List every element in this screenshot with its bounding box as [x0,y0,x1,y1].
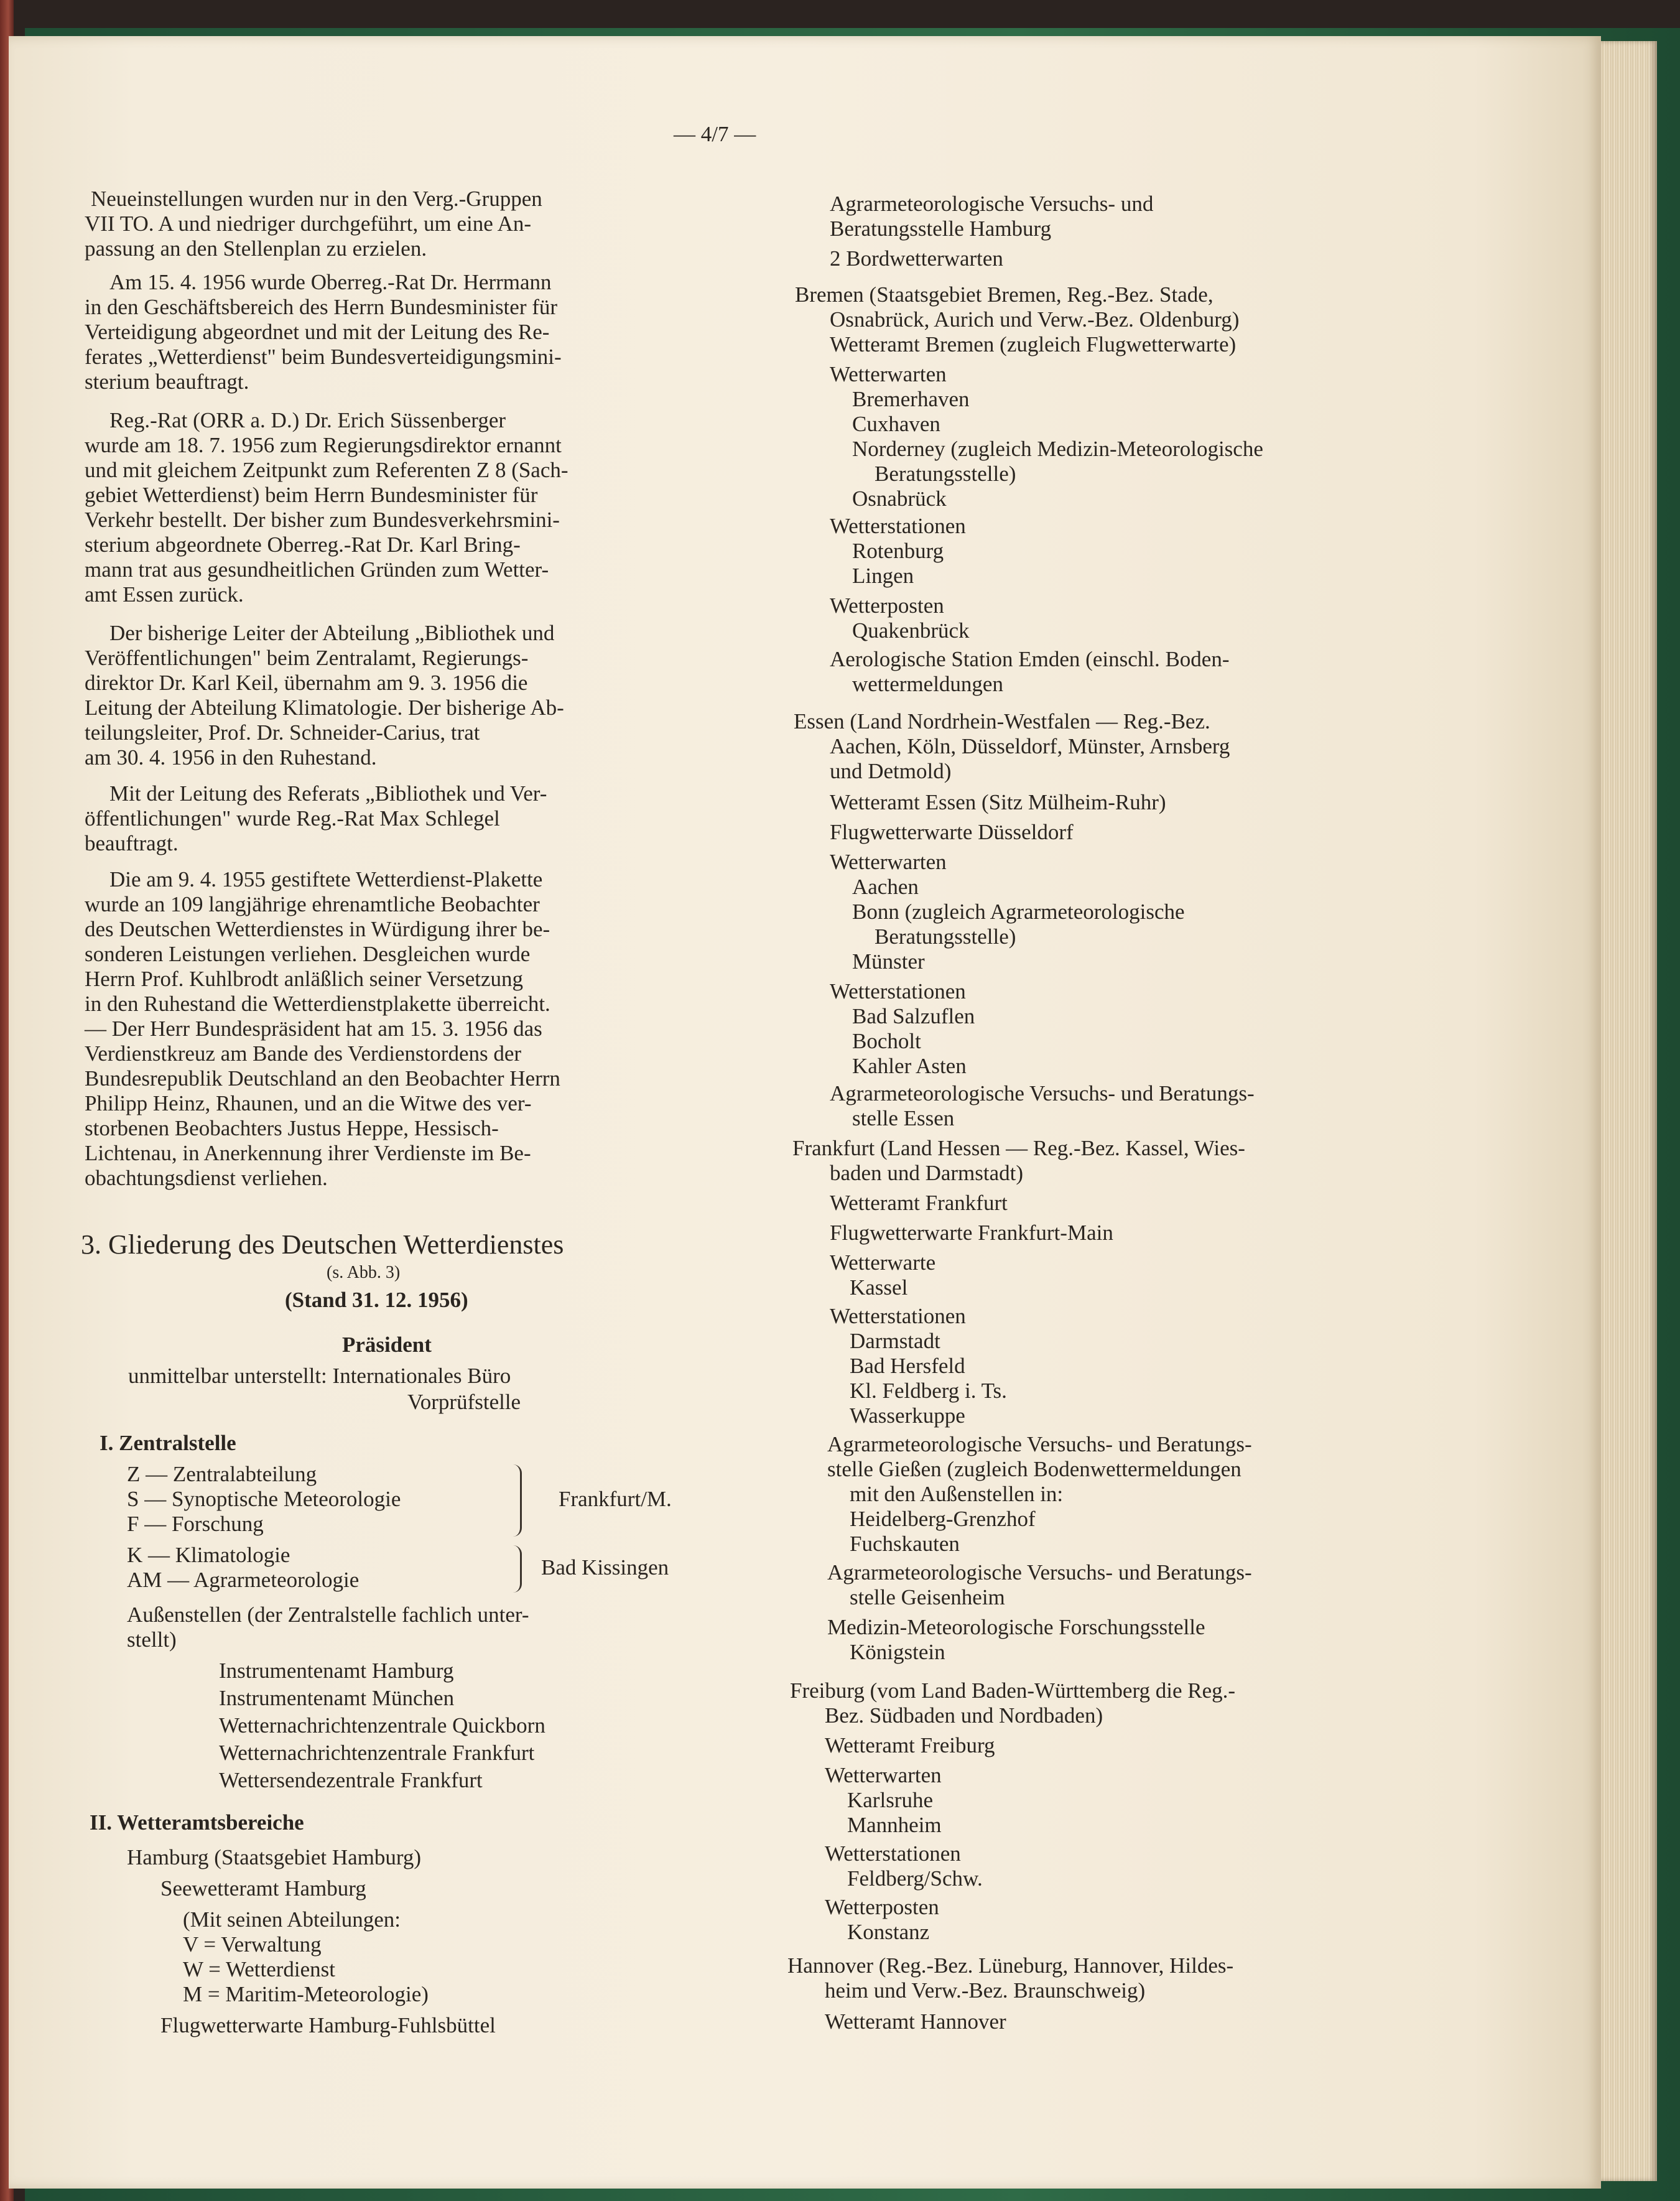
text-line: Aerologische Station Emden (einschl. Boden- [830,647,1230,671]
list-item: Instrumentenamt Hamburg [219,1659,454,1683]
text-line: Neueinstellungen wurden nur in den Verg.-Gruppen [91,187,542,211]
text-line: Flugwetterwarte Frankfurt-Main [830,1221,1113,1245]
text-line: Wetterwarten [830,362,947,386]
text-line: sonderen Leistungen verliehen. Desgleichen wurde [85,942,531,966]
text-line: Wetterwarte [830,1250,936,1275]
text-line: Wetteramt Hannover [825,2009,1006,2034]
text-line: Karlsruhe [847,1788,934,1812]
text-line: Lichtenau, in Anerkennung ihrer Verdienste im Be- [85,1141,531,1165]
text-line: 2 Bordwetterwarten [830,246,1003,271]
text-line: Wetteramt Bremen (zugleich Flugwetterwarte) [830,332,1237,356]
text-line: Wetterstationen [830,514,966,538]
text-line: Kassel [850,1275,908,1300]
text-line: Wetterstationen [825,1841,961,1866]
text-line: Der bisherige Leiter der Abteilung „Bibliothek und [109,621,555,645]
text-line: Norderney (zugleich Medizin-Meteorologische [852,437,1263,461]
text-line: Heidelberg-Grenzhof [850,1507,1036,1531]
list-item: (Mit seinen Abteilungen: [183,1907,401,1932]
text-line: Am 15. 4. 1956 wurde Oberreg.-Rat Dr. Herrmann [109,270,552,294]
text-line: stelle Essen [852,1106,955,1130]
list-item: Wetternachrichtenzentrale Frankfurt [219,1741,535,1765]
brace [510,1545,522,1593]
text-line: stellt) [127,1627,177,1652]
text-line: Verkehr bestellt. Der bisher zum Bundesverkehrsmini- [85,508,560,532]
location-label: Frankfurt/M. [559,1487,672,1511]
section-stand: (Stand 31. 12. 1956) [285,1288,468,1312]
text-line: Beratungsstelle Hamburg [830,216,1052,241]
text-line: Philipp Heinz, Rhaunen, und an die Witwe des ver- [85,1091,532,1115]
text-line: Bocholt [852,1029,921,1053]
text-line: Quakenbrück [852,618,970,643]
text-line: Agrarmeteorologische Versuchs- und Beratungs- [827,1560,1252,1584]
text-line: am 30. 4. 1956 in den Ruhestand. [85,745,377,770]
text-line: Wetterstationen [830,1304,966,1328]
text-line: Bad Salzuflen [852,1004,975,1028]
text-line: unmittelbar unterstellt: Internationales Büro [128,1364,511,1388]
text-line: ferates „Wetterdienst" beim Bundesverteidigungsmini- [85,345,562,369]
text-line: Wetterposten [830,593,944,618]
page-number: — 4/7 — [674,122,756,146]
text-line: Feldberg/Schw. [847,1866,983,1891]
text-line: des Deutschen Wetterdienstes in Würdigung ihrer be- [85,917,550,941]
text-line: baden und Darmstadt) [830,1161,1024,1185]
text-line: Wetterstationen [830,979,966,1003]
text-line: wurde am 18. 7. 1956 zum Regierungsdirektor ernannt [85,433,562,457]
text-line: und mit gleichem Zeitpunkt zum Referenten Z 8 (Sach- [85,458,569,482]
region-heading: Bremen (Staatsgebiet Bremen, Reg.-Bez. Stade, [795,282,1214,307]
text-line: — Der Herr Bundespräsident hat am 15. 3. 1956 das [85,1017,542,1041]
abteilung-line: S — Synoptische Meteorologie [127,1487,401,1511]
text-line: gebiet Wetterdienst) beim Herrn Bundesminister für [85,483,538,507]
text-line: öffentlichungen" wurde Reg.-Rat Max Schlegel [85,806,500,831]
text-line: Mannheim [847,1813,942,1837]
list-item: M = Maritim-Meteorologie) [183,1982,429,2006]
text-line: Konstanz [847,1920,930,1944]
text-line: Beratungsstelle) [875,462,1016,486]
text-line: in den Ruhestand die Wetterdienstplakette überreicht. [85,992,550,1016]
text-line: Reg.-Rat (ORR a. D.) Dr. Erich Süssenberger [109,408,506,432]
text-line: und Detmold) [830,759,952,783]
text-line: Außenstellen (der Zentralstelle fachlich unter- [127,1603,529,1627]
text-line: mit den Außenstellen in: [850,1482,1064,1506]
section-ref: (s. Abb. 3) [327,1263,401,1282]
text-line: Agrarmeteorologische Versuchs- und [830,192,1154,216]
text-line: Mit der Leitung des Referats „Bibliothek und Ver- [109,781,547,806]
text-line: Bad Hersfeld [850,1354,965,1378]
text-line: stelle Geisenheim [850,1585,1005,1609]
abteilung-line: K — Klimatologie [127,1543,290,1567]
abteilung-line: Z — Zentralabteilung [127,1462,317,1486]
text-line: Veröffentlichungen" beim Zentralamt, Regierungs- [85,646,529,670]
text-line: direktor Dr. Karl Keil, übernahm am 9. 3. 1956 die [85,671,528,695]
text-line: amt Essen zurück. [85,582,244,607]
text-line: Verteidigung abgeordnet und mit der Leitung des Re- [85,320,550,344]
abteilung-line: AM — Agrarmeteorologie [127,1568,360,1592]
text-line: Wetteramt Frankfurt [830,1191,1008,1215]
region-heading: Freiburg (vom Land Baden-Württemberg die Reg.- [790,1678,1236,1703]
text-line: wurde an 109 langjährige ehrenamtliche Beobachter [85,892,540,916]
text-line: Bez. Südbaden und Nordbaden) [825,1703,1103,1728]
text-line: passung an den Stellenplan zu erzielen. [85,236,427,261]
text-line: Wasserkuppe [850,1403,965,1428]
text-line: Kahler Asten [852,1054,967,1078]
text-line: Münster [852,949,925,974]
zentralstelle-heading: I. Zentralstelle [100,1431,236,1455]
region-heading: Frankfurt (Land Hessen — Reg.-Bez. Kassel, Wies- [792,1136,1245,1160]
page-stack-edge [1601,41,1657,2181]
text-line: Osnabrück [852,486,947,511]
text-line: Bonn (zugleich Agrarmeteorologische [852,900,1185,924]
text-line: Beratungsstelle) [875,924,1016,949]
text-line: VII TO. A und niedriger durchgeführt, um eine An- [85,212,531,236]
text-line: Wetteramt Essen (Sitz Mülheim-Ruhr) [830,790,1166,814]
text-line: Wetterwarten [830,850,947,874]
text-line: Verdienstkreuz am Bande des Verdienstordens der [85,1041,522,1066]
text-line: Cuxhaven [852,412,940,436]
list-item: V = Verwaltung [183,1932,322,1957]
text-line: Wetteramt Freiburg [825,1733,995,1757]
wetteramtsbereiche-heading: II. Wetteramtsbereiche [90,1810,304,1835]
text-line: beauftragt. [85,831,179,855]
text-line: obachtungsdienst verliehen. [85,1166,328,1190]
text-line: Fuchskauten [850,1532,960,1556]
text-line: heim und Verw.-Bez. Braunschweig) [825,1978,1146,2003]
list-item: Instrumentenamt München [219,1686,455,1710]
text-line: Bremerhaven [852,387,970,411]
text-line: Aachen [852,875,919,899]
praesident-heading: Präsident [342,1333,432,1357]
text-line: Aachen, Köln, Düsseldorf, Münster, Arnsberg [830,734,1230,758]
text-line: Die am 9. 4. 1955 gestiftete Wetterdienst-Plakette [109,867,543,891]
text-line: Wetterwarten [825,1763,942,1787]
text-line: wettermeldungen [852,672,1003,696]
region-heading: Essen (Land Nordrhein-Westfalen — Reg.-Bez. [794,709,1210,733]
list-item: Seewetteramt Hamburg [160,1876,366,1901]
text-line: storbenen Beobachters Justus Heppe, Hessisch- [85,1116,499,1140]
text-line: Agrarmeteorologische Versuchs- und Beratungs- [830,1081,1255,1105]
text-line: mann trat aus gesundheitlichen Gründen zum Wetter- [85,557,549,582]
text-line: stelle Gießen (zugleich Bodenwettermeldungen [827,1457,1241,1481]
abteilung-line: F — Forschung [127,1512,264,1536]
region-heading: Hamburg (Staatsgebiet Hamburg) [127,1845,422,1869]
location-label: Bad Kissingen [541,1555,669,1580]
list-item: Wettersendezentrale Frankfurt [219,1768,483,1792]
text-line: sterium beauftragt. [85,370,249,394]
text-line: Königstein [850,1640,945,1664]
text-line: Rotenburg [852,539,944,563]
list-item: Flugwetterwarte Hamburg-Fuhlsbüttel [160,2013,496,2037]
text-line: Leitung der Abteilung Klimatologie. Der bisherige Ab- [85,696,564,720]
region-heading: Hannover (Reg.-Bez. Lüneburg, Hannover, Hildes- [787,1953,1234,1978]
text-line: Kl. Feldberg i. Ts. [850,1379,1007,1403]
text-line: Bundesrepublik Deutschland an den Beobachter Herrn [85,1066,560,1091]
brace [510,1464,522,1537]
text-line: Wetterposten [825,1895,939,1919]
text-line: Vorprüfstelle [407,1390,521,1414]
text-line: Agrarmeteorologische Versuchs- und Beratungs- [827,1432,1252,1456]
section-title: 3. Gliederung des Deutschen Wetterdienstes [81,1229,564,1260]
list-item: W = Wetterdienst [183,1957,336,1981]
text-line: Medizin-Meteorologische Forschungsstelle [827,1615,1205,1639]
text-line: Flugwetterwarte Düsseldorf [830,820,1074,844]
text-line: in den Geschäftsbereich des Herrn Bundesminister für [85,295,558,319]
text-line: Herrn Prof. Kuhlbrodt anläßlich seiner Versetzung [85,967,523,991]
text-line: Darmstadt [850,1329,940,1353]
text-line: Osnabrück, Aurich und Verw.-Bez. Oldenburg) [830,307,1240,332]
text-line: Lingen [852,564,914,588]
text-line: sterium abgeordnete Oberreg.-Rat Dr. Karl Bring- [85,533,521,557]
list-item: Wetternachrichtenzentrale Quickborn [219,1713,545,1738]
text-line: teilungsleiter, Prof. Dr. Schneider-Carius, trat [85,720,480,745]
